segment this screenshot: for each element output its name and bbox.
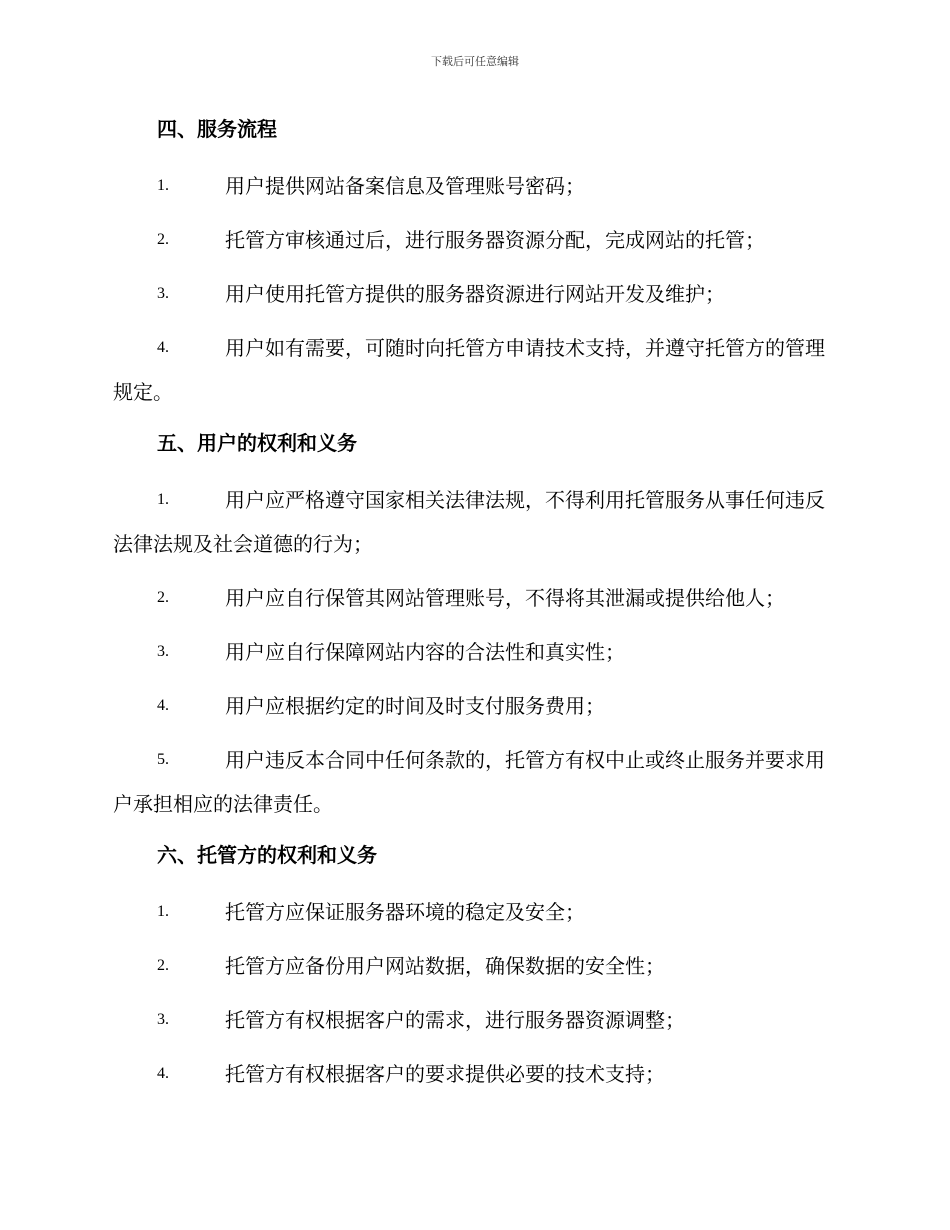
- section-heading: 五、用户的权利和义务: [157, 431, 357, 455]
- item-number: 4.: [157, 697, 169, 714]
- list-item: [113, 164, 838, 208]
- item-number: 4.: [157, 1065, 169, 1082]
- section-host-rights: [113, 836, 838, 1096]
- item-number: 3.: [157, 643, 169, 660]
- item-text: 用户提供网站备案信息及管理账号密码；: [225, 174, 585, 198]
- item-text: 用户应严格遵守国家相关法律法规，不得利用托管服务从事任何违反法律法规及社会道德的行为；: [113, 488, 825, 556]
- item-number: 5.: [157, 751, 169, 768]
- item-number: 2.: [157, 231, 169, 248]
- item-number: 1.: [157, 903, 169, 920]
- item-text: 用户应根据约定的时间及时支付服务费用；: [225, 694, 605, 718]
- list-item: [113, 998, 838, 1042]
- list-item: [113, 478, 838, 566]
- item-number: 2.: [157, 589, 169, 606]
- list-item: [113, 218, 838, 262]
- list-item: [113, 326, 838, 414]
- item-text: 用户使用托管方提供的服务器资源进行网站开发及维护；: [225, 282, 725, 306]
- list-item: [113, 944, 838, 988]
- item-text: 用户违反本合同中任何条款的，托管方有权中止或终止服务并要求用户承担相应的法律责任。: [113, 748, 825, 816]
- item-number: 1.: [157, 177, 169, 194]
- document-body: [113, 110, 838, 1106]
- item-text: 托管方有权根据客户的需求，进行服务器资源调整；: [225, 1008, 685, 1032]
- item-number: 3.: [157, 285, 169, 302]
- section-heading: 六、托管方的权利和义务: [157, 843, 377, 867]
- item-number: 1.: [157, 491, 169, 508]
- item-text: 用户如有需要，可随时向托管方申请技术支持，并遵守托管方的管理规定。: [113, 336, 825, 404]
- item-text: 用户应自行保管其网站管理账号，不得将其泄漏或提供给他人；: [225, 586, 785, 610]
- section-user-rights: [113, 424, 838, 826]
- item-text: 用户应自行保障网站内容的合法性和真实性；: [225, 640, 625, 664]
- list-item: [113, 576, 838, 620]
- list-item: [113, 630, 838, 674]
- item-text: 托管方应保证服务器环境的稳定及安全；: [225, 900, 585, 924]
- item-number: 4.: [157, 339, 169, 356]
- list-item: [113, 890, 838, 934]
- list-item: [113, 684, 838, 728]
- section-heading: 四、服务流程: [157, 117, 277, 141]
- item-text: 托管方审核通过后，进行服务器资源分配，完成网站的托管；: [225, 228, 765, 252]
- item-number: 3.: [157, 1011, 169, 1028]
- list-item: [113, 1052, 838, 1096]
- section-service-process: [113, 110, 838, 414]
- item-text: 托管方有权根据客户的要求提供必要的技术支持；: [225, 1062, 665, 1086]
- page-header: 下载后可任意编辑: [431, 55, 519, 68]
- list-item: [113, 272, 838, 316]
- item-text: 托管方应备份用户网站数据，确保数据的安全性；: [225, 954, 665, 978]
- list-item: [113, 738, 838, 826]
- item-number: 2.: [157, 957, 169, 974]
